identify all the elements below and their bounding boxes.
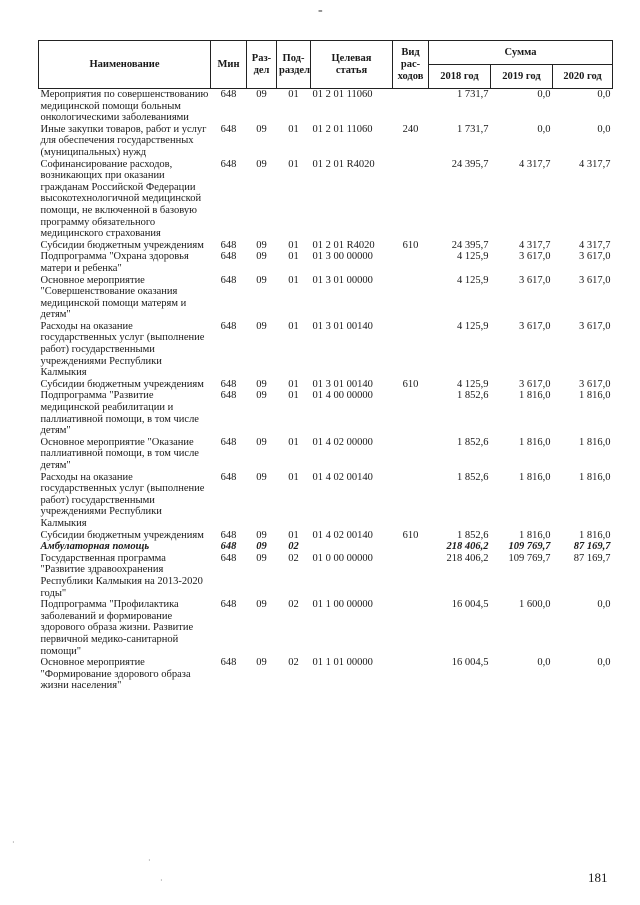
table-row: [39, 379, 613, 391]
row-sum-2020: 1 816,0: [579, 436, 611, 448]
row-name: Мероприятия по совершенствованию медицинской помощи больным онкологическими заболеваниями: [40, 89, 209, 124]
row-name: Расходы на оказание государственных услуг (выполнение работ) государственными учреждениями Республики Калмыкия: [40, 320, 205, 379]
table-row: [39, 541, 613, 553]
row-sum-2019: 0,0: [537, 657, 551, 669]
row-subsection: 01: [288, 436, 299, 448]
row-expense-kind: [393, 89, 429, 124]
row-section: 09: [256, 390, 267, 402]
row-name: Основное мероприятие "Формирование здорового образа жизни населения": [40, 657, 191, 692]
row-min: 648: [220, 436, 237, 448]
row-subsection: 01: [288, 239, 299, 251]
col-header-target: Целевая статья: [311, 41, 393, 89]
table-row: [39, 240, 613, 252]
row-sum-2018: 1 852,6: [457, 471, 489, 483]
row-min: 648: [220, 89, 237, 100]
row-sum-2020: 0,0: [597, 657, 611, 669]
row-target-code: 01 2 01 11060: [312, 89, 373, 100]
row-sum-2019: 109 769,7: [508, 541, 551, 553]
row-sum-2020: 3 617,0: [579, 378, 611, 390]
document-page: [38, 40, 612, 692]
row-sum-2019: 1 600,0: [519, 599, 551, 611]
row-target-code: 01 4 00 00000: [312, 390, 373, 402]
row-expense-kind: [393, 321, 429, 379]
page-number: 181: [588, 870, 608, 885]
col-header-min: Мин: [211, 41, 247, 89]
row-sum-2019: 3 617,0: [519, 320, 551, 332]
row-sum-2018: 1 731,7: [457, 89, 489, 100]
col-header-2020: 2020 год: [553, 65, 613, 89]
row-min: 648: [220, 123, 237, 135]
row-subsection: 01: [288, 378, 299, 390]
row-sum-2018: 4 125,9: [457, 320, 489, 332]
row-expense-kind: [393, 472, 429, 530]
table-row: [39, 275, 613, 321]
row-expense-kind: [393, 390, 429, 436]
row-name: Субсидии бюджетным учреждениям: [40, 239, 204, 251]
row-target-code: 01 1 01 00000: [312, 657, 373, 669]
row-name: Амбулаторная помощь: [40, 541, 150, 553]
scan-speck: ·: [160, 876, 163, 885]
col-header-section: Раз- дел: [247, 41, 277, 89]
table-row: [39, 159, 613, 240]
scan-speck: ·: [148, 856, 151, 865]
row-sum-2020: 4 317,7: [579, 158, 611, 170]
scan-mark: -: [318, 3, 323, 18]
col-header-kind: Вид рас- ходов: [393, 41, 429, 89]
row-min: 648: [220, 552, 237, 564]
row-sum-2020: 0,0: [597, 599, 611, 611]
row-section: 09: [256, 436, 267, 448]
row-sum-2020: 1 816,0: [579, 390, 611, 402]
row-name: Подпрограмма "Охрана здоровья матери и ребенка": [40, 251, 189, 274]
row-min: 648: [220, 657, 237, 669]
row-name: Субсидии бюджетным учреждениям: [40, 529, 204, 541]
row-sum-2018: 4 125,9: [457, 274, 489, 286]
row-expense-kind: 240: [402, 123, 419, 135]
table-row: [39, 251, 613, 274]
table-row: [39, 89, 613, 124]
row-target-code: [311, 541, 393, 553]
row-name: Софинансирование расходов, возникающих при оказании гражданам Российской Федерации высокотехнологичной медицинской помощи, не включенной в базовую программу обязательного медицинского страхования: [40, 158, 202, 240]
row-sum-2018: 4 125,9: [457, 378, 489, 390]
row-target-code: 01 3 00 00000: [312, 251, 373, 263]
row-min: 648: [220, 390, 237, 402]
row-sum-2018: 4 125,9: [457, 251, 489, 263]
row-expense-kind: [393, 553, 429, 599]
row-name: Основное мероприятие "Совершенствование оказания медицинской помощи матерям и детям": [40, 274, 187, 321]
row-target-code: 01 2 01 R4020: [312, 239, 375, 251]
row-subsection: 02: [288, 657, 299, 669]
row-target-code: 01 4 02 00000: [312, 436, 373, 448]
row-sum-2020: 3 617,0: [579, 274, 611, 286]
table-header: [39, 41, 613, 89]
row-target-code: 01 3 01 00140: [312, 378, 373, 390]
table-row: [39, 124, 613, 159]
row-name: Субсидии бюджетным учреждениям: [40, 378, 204, 390]
row-section: 09: [256, 123, 267, 135]
row-sum-2019: 4 317,7: [519, 158, 551, 170]
row-min: 648: [220, 251, 237, 263]
row-expense-kind: [393, 275, 429, 321]
row-sum-2019: 1 816,0: [519, 390, 551, 402]
row-section: 09: [256, 378, 267, 390]
row-section: 09: [256, 552, 267, 564]
table-row: [39, 657, 613, 692]
row-sum-2020: 0,0: [597, 89, 611, 100]
row-sum-2018: 24 395,7: [451, 158, 489, 170]
row-min: 648: [220, 158, 237, 170]
row-target-code: 01 2 01 R4020: [312, 158, 375, 170]
row-target-code: 01 3 01 00000: [312, 274, 373, 286]
row-subsection: 01: [288, 390, 299, 402]
table-row: [39, 553, 613, 599]
row-sum-2019: 0,0: [537, 123, 551, 135]
row-section: 09: [256, 239, 267, 251]
row-target-code: 01 4 02 00140: [312, 529, 373, 541]
row-name: Государственная программа "Развитие здравоохранения Республики Калмыкия на 2013-2020 годы": [40, 552, 203, 599]
table-row: [39, 599, 613, 657]
row-expense-kind: [393, 599, 429, 657]
row-subsection: 01: [288, 89, 299, 100]
row-name: Иные закупки товаров, работ и услуг для обеспечения государственных (муниципальных) нужд: [40, 123, 207, 158]
col-header-sum: Сумма: [429, 41, 613, 65]
table-row: [39, 472, 613, 530]
row-min: 648: [220, 378, 237, 390]
row-expense-kind: [393, 437, 429, 472]
row-sum-2018: 1 852,6: [457, 436, 489, 448]
row-sum-2020: 4 317,7: [579, 239, 611, 251]
row-sum-2020: 1 816,0: [579, 471, 611, 483]
col-header-name: Наименование: [39, 41, 211, 89]
row-section: 09: [256, 657, 267, 669]
col-header-subsection: Под- раздел: [277, 41, 311, 89]
row-sum-2019: 3 617,0: [519, 378, 551, 390]
row-section: 09: [256, 599, 267, 611]
row-subsection: 01: [288, 471, 299, 483]
row-subsection: 01: [288, 320, 299, 332]
col-header-2019: 2019 год: [491, 65, 553, 89]
row-expense-kind: 610: [402, 529, 419, 541]
row-sum-2018: 16 004,5: [451, 599, 489, 611]
row-target-code: 01 1 00 00000: [312, 599, 373, 611]
row-sum-2019: 109 769,7: [508, 552, 551, 564]
row-target-code: 01 3 01 00140: [312, 320, 373, 332]
row-min: 648: [220, 541, 237, 553]
row-sum-2018: 24 395,7: [451, 239, 489, 251]
row-subsection: 01: [288, 529, 299, 541]
row-min: 648: [220, 599, 237, 611]
row-subsection: 01: [288, 251, 299, 263]
row-subsection: 02: [288, 552, 299, 564]
row-expense-kind: 610: [402, 378, 419, 390]
row-target-code: 01 4 02 00140: [312, 471, 373, 483]
table-row: [39, 321, 613, 379]
row-subsection: 01: [288, 123, 299, 135]
row-name: Подпрограмма "Развитие медицинской реабилитации и паллиативной помощи, в том числе детям": [40, 390, 199, 437]
row-sum-2018: 1 852,6: [457, 529, 489, 541]
row-sum-2019: 1 816,0: [519, 471, 551, 483]
row-min: 648: [220, 471, 237, 483]
row-sum-2018: 1 852,6: [457, 390, 489, 402]
row-expense-kind: [393, 541, 429, 553]
row-sum-2019: 4 317,7: [519, 239, 551, 251]
row-min: 648: [220, 274, 237, 286]
row-sum-2020: 3 617,0: [579, 320, 611, 332]
table-row: [39, 390, 613, 436]
row-target-code: 01 0 00 00000: [312, 552, 373, 564]
row-subsection: 01: [288, 274, 299, 286]
row-section: 09: [256, 471, 267, 483]
row-expense-kind: [393, 159, 429, 240]
row-section: 09: [256, 251, 267, 263]
row-sum-2019: 1 816,0: [519, 529, 551, 541]
row-sum-2020: 3 617,0: [579, 251, 611, 263]
row-subsection: 01: [288, 158, 299, 170]
row-sum-2018: 16 004,5: [451, 657, 489, 669]
row-expense-kind: [393, 251, 429, 274]
row-sum-2019: 3 617,0: [519, 274, 551, 286]
row-sum-2019: 1 816,0: [519, 436, 551, 448]
row-sum-2020: 0,0: [597, 123, 611, 135]
row-sum-2019: 0,0: [537, 89, 551, 100]
row-min: 648: [220, 320, 237, 332]
row-subsection: 02: [288, 599, 299, 611]
row-min: 648: [220, 239, 237, 251]
scan-speck: ·: [12, 838, 15, 847]
table-row: [39, 437, 613, 472]
row-sum-2018: 218 406,2: [446, 541, 489, 553]
row-name: Расходы на оказание государственных услуг (выполнение работ) государственными учреждениями Республики Калмыкия: [40, 471, 205, 529]
row-section: 09: [256, 89, 267, 100]
row-section: 09: [256, 274, 267, 286]
row-target-code: 01 2 01 11060: [312, 123, 373, 135]
row-sum-2018: 218 406,2: [446, 552, 489, 564]
col-header-2018: 2018 год: [429, 65, 491, 89]
row-sum-2020: 1 816,0: [579, 529, 611, 541]
table-row: [39, 530, 613, 542]
row-name: Основное мероприятие "Оказание паллиативной помощи, в том числе детям": [40, 436, 199, 471]
row-min: 648: [220, 529, 237, 541]
row-section: 09: [256, 158, 267, 170]
table-body: [39, 89, 613, 692]
row-sum-2020: 87 169,7: [573, 541, 611, 553]
row-sum-2018: 1 731,7: [457, 123, 489, 135]
row-section: 09: [256, 541, 267, 553]
row-expense-kind: [393, 657, 429, 692]
row-expense-kind: 610: [402, 239, 419, 251]
row-section: 09: [256, 529, 267, 541]
row-section: 09: [256, 320, 267, 332]
budget-table: [38, 40, 613, 692]
row-sum-2020: 87 169,7: [573, 552, 611, 564]
row-sum-2019: 3 617,0: [519, 251, 551, 263]
row-subsection: 02: [288, 541, 299, 553]
row-name: Подпрограмма "Профилактика заболеваний и формирование здорового образа жизни. Развитие первичной медико-санитарной помощи": [40, 599, 194, 657]
